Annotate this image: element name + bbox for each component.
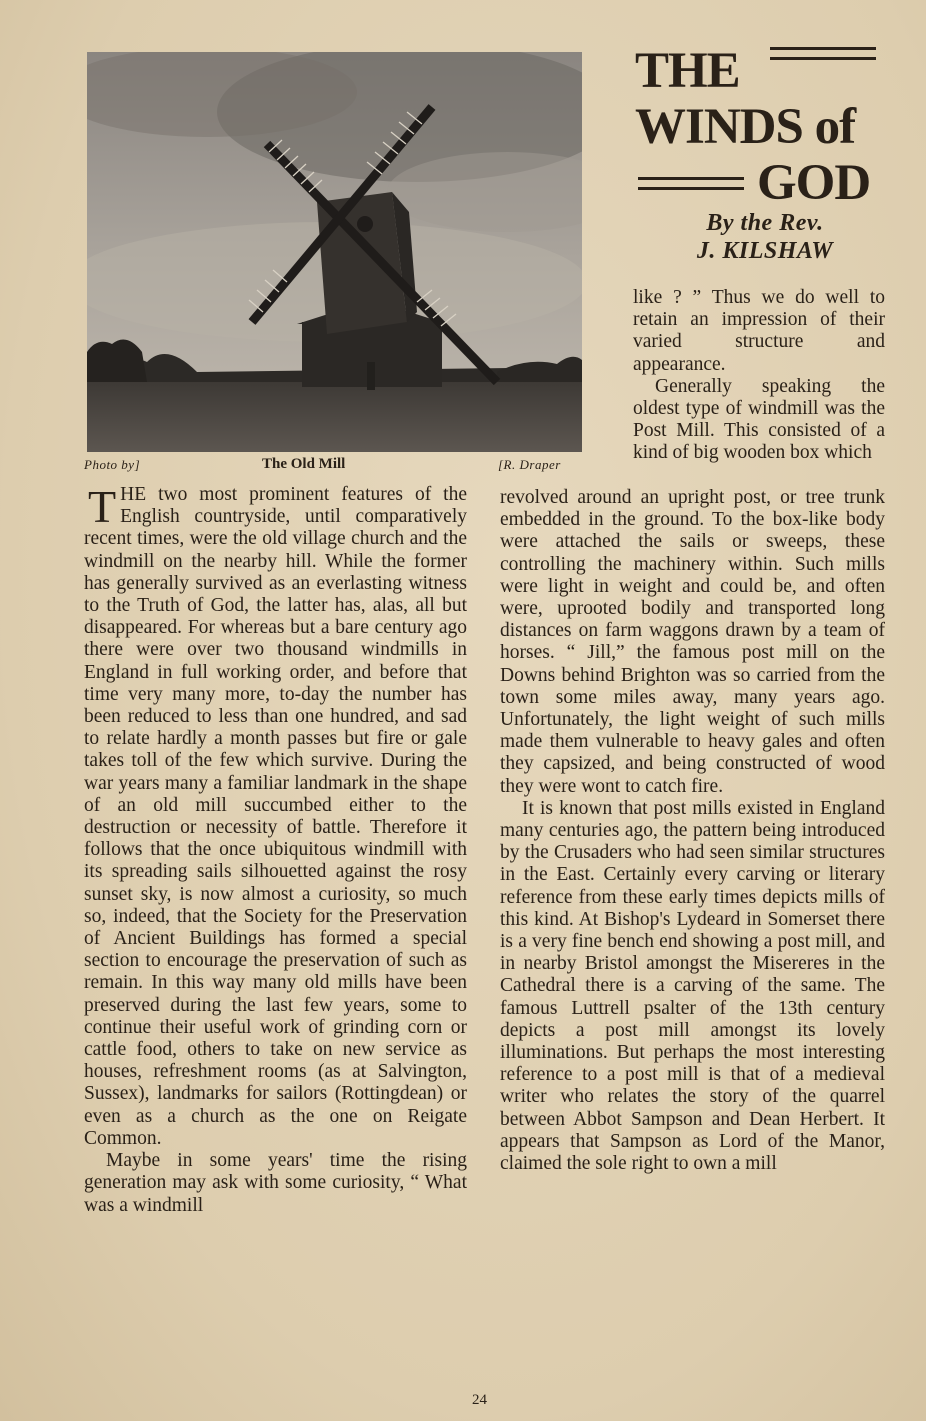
byline-line-2: J. KILSHAW [696, 237, 834, 264]
article-column-left [84, 481, 467, 1384]
title-rule [638, 187, 744, 190]
byline [640, 210, 890, 265]
photo-credit-name: [R. Draper [498, 457, 561, 472]
paragraph: revolved around an upright post, or tree trunk embedded in the ground. To the box-like body were attached the sails or sweeps, these controlling the machinery within. Such mills were light in weight and could be, and often were, uprooted bodily and transported long distances on farm waggons drawn by a team of horses. “ Jill,” the famous post mill on the Downs behind Brighton was so carried from the town some miles away, many years ago. Unfortunately, the light weight of such mills made them vulnerable to heavy gales and often they capsized, and being constructed of wood they were wont to catch fire. [500, 487, 885, 797]
paragraph-text: HE two most prominent features of the English countryside, until comparatively recent times, were the old village church and the windmill on the nearby hill. While the former has generally survived as an everlasting witness to the Truth of God, the latter has, alas, all but disappeared. For whereas but a bare century ago there were over two thousand windmills in England in full working order, and before that time very many more, to-day the number has been reduced to less than one hundred, and sad to relate hardly a month passes but fire or gale takes toll of the few which survive. During the war years many a familiar landmark in the shape of an old mill succumbed either to the destruction or necessity of battle. Therefore it follows that the once ubiquitous windmill with its spreading sails silhouetted against the rosy sunset sky, is now almost a curiosity, so much so, indeed, that the Society for the Preservation of Ancient Buildings has formed a special section to encourage the preservation of such as remain. In this way many old mills have been preserved during the last few years, some to continue their useful work of grinding corn or cattle food, others to take on new service as houses, refreshment rooms (as at Salvington, Sussex), landmarks for sailors (Rottingdean) or even as a church as the one on Reigate Common. [84, 484, 467, 1149]
title-rule [770, 57, 876, 60]
photo-credit-label: Photo by] [84, 457, 141, 472]
article-column-right [500, 487, 885, 1175]
title-rule [770, 47, 876, 50]
photo-caption: The Old Mill [262, 456, 346, 472]
paragraph: like ? ” Thus we do well to retain an impression of their varied structure and appearance. [633, 287, 885, 375]
title-line-3: GOD [757, 155, 871, 211]
paragraph [84, 481, 467, 1150]
paragraph: Generally speaking the oldest type of windmill was the Post Mill. This consisted of a kind of big wooden box which [633, 375, 885, 464]
drop-cap: T [88, 481, 117, 532]
title-rule [638, 177, 744, 180]
paragraph: It is known that post mills existed in England many centuries ago, the pattern being introduced by the Crusaders who had seen similar structures in the East. Certainly every carving or literary reference from these early times depicts mills of this kind. At Bishop's Lydeard in Somerset there is a very fine bench end showing a post mill, and in nearby Bristol amongst the Misereres in the Cathedral there is a carving of the same. The famous Luttrell psalter of the 13th century depicts a post mill amongst its lovely illuminations. But perhaps the most interesting reference to a post mill is that of a medieval writer who relates the story of the quarrel between Abbot Sampson and Dean Herbert. It appears that Sampson as Lord of the Manor, claimed the sole right to own a mill [500, 797, 885, 1175]
windmill-photo [87, 52, 582, 452]
windmill-image [87, 52, 582, 452]
article-column-right-top [633, 287, 885, 465]
byline-line-1: By the Rev. [706, 210, 824, 236]
page-number: 24 [472, 1392, 487, 1408]
title-line-2: WINDS of [635, 99, 856, 155]
title-line-1: THE [635, 43, 740, 99]
paragraph: Maybe in some years' time the rising generation may ask with some curiosity, “ What was a windmill [84, 1150, 467, 1216]
